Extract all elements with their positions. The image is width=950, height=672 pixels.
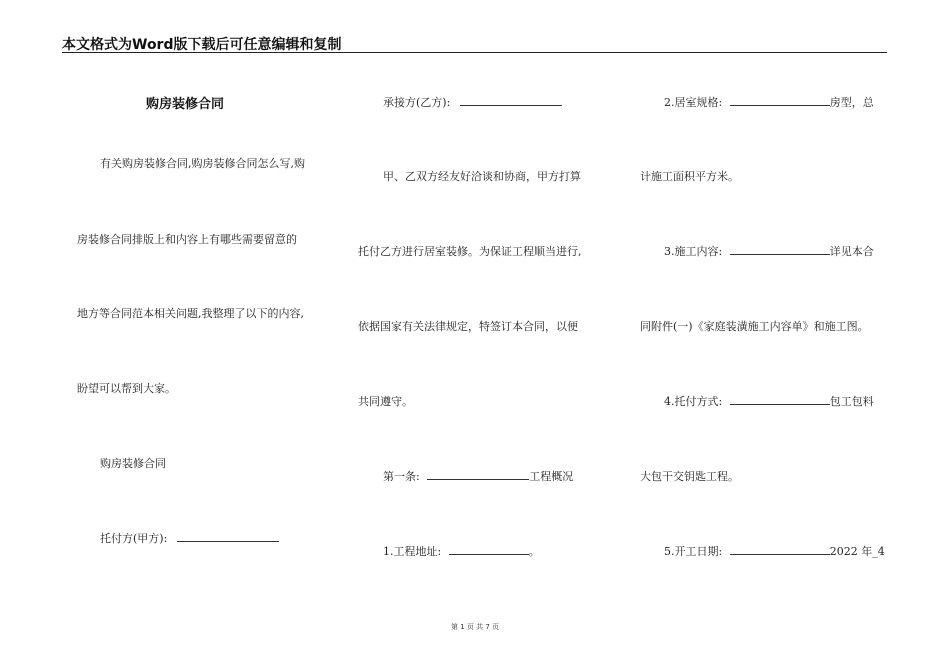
item-2-line	[664, 94, 874, 110]
item-2-blank	[730, 95, 830, 106]
sub-title: 购房装修合同	[100, 457, 166, 470]
preamble-line-4: 共同遵守。	[358, 395, 413, 408]
item-1-blank	[449, 544, 529, 555]
article-1-blank	[427, 469, 529, 480]
party-a-blank	[177, 531, 279, 542]
party-b-label: 承接方(乙方):	[383, 96, 451, 109]
item-3-suffix: 详见本合	[829, 245, 874, 258]
item-4-blank	[730, 394, 830, 405]
item-5-line	[664, 543, 885, 559]
article-1-line	[383, 468, 573, 484]
item-2-label: 2.居室规格:	[664, 96, 723, 109]
party-b-line	[383, 94, 562, 110]
item-4-suffix: 包工包料	[829, 395, 874, 408]
party-a-line	[100, 530, 279, 546]
preamble-line-3: 依据国家有关法律规定，特签订本合同，以便	[358, 320, 578, 333]
item-5-label: 5.开工日期:	[664, 545, 723, 558]
item-3-label: 3.施工内容:	[664, 245, 723, 258]
header-divider	[62, 52, 887, 53]
item-4-line	[664, 393, 874, 409]
item-2-line-2: 计施工面积平方米。	[640, 170, 739, 183]
preamble-line-1: 甲、乙双方经友好洽谈和协商，甲方打算	[383, 170, 581, 183]
intro-line-2: 房装修合同排版上和内容上有哪些需要留意的	[77, 233, 297, 246]
preamble-line-2: 托付乙方进行居室装修。为保证工程顺当进行,	[358, 245, 582, 258]
item-4-line-2: 大包干交钥匙工程。	[640, 470, 739, 483]
document-header: 本文格式为Word版下载后可任意编辑和复制	[62, 37, 342, 53]
item-1-line	[383, 543, 540, 559]
contract-title: 购房装修合同	[146, 97, 225, 112]
party-b-blank	[460, 95, 562, 106]
intro-line-4: 盼望可以帮到大家。	[77, 382, 176, 395]
item-5-suffix: 2022 年_4	[829, 545, 885, 558]
intro-line-1: 有关购房装修合同,购房装修合同怎么写,购	[100, 157, 305, 170]
item-1-end: 。	[528, 545, 540, 558]
item-4-label: 4.托付方式:	[664, 395, 723, 408]
item-1-label: 1.工程地址:	[383, 545, 442, 558]
page-number: 第 1 页 共 7 页	[450, 623, 500, 631]
party-a-label: 托付方(甲方):	[100, 532, 168, 545]
item-3-line	[664, 243, 874, 259]
intro-line-3: 地方等合同范本相关问题,我整理了以下的内容,	[77, 307, 304, 320]
article-1-prefix: 第一条:	[383, 470, 420, 483]
article-1-suffix: 工程概况	[529, 470, 574, 483]
item-2-suffix: 房型，总	[829, 96, 874, 109]
item-3-blank	[730, 244, 830, 255]
item-3-line-2: 同附件(一)《家庭装潢施工内容单》和施工图。	[640, 320, 869, 333]
item-5-blank	[730, 544, 830, 555]
